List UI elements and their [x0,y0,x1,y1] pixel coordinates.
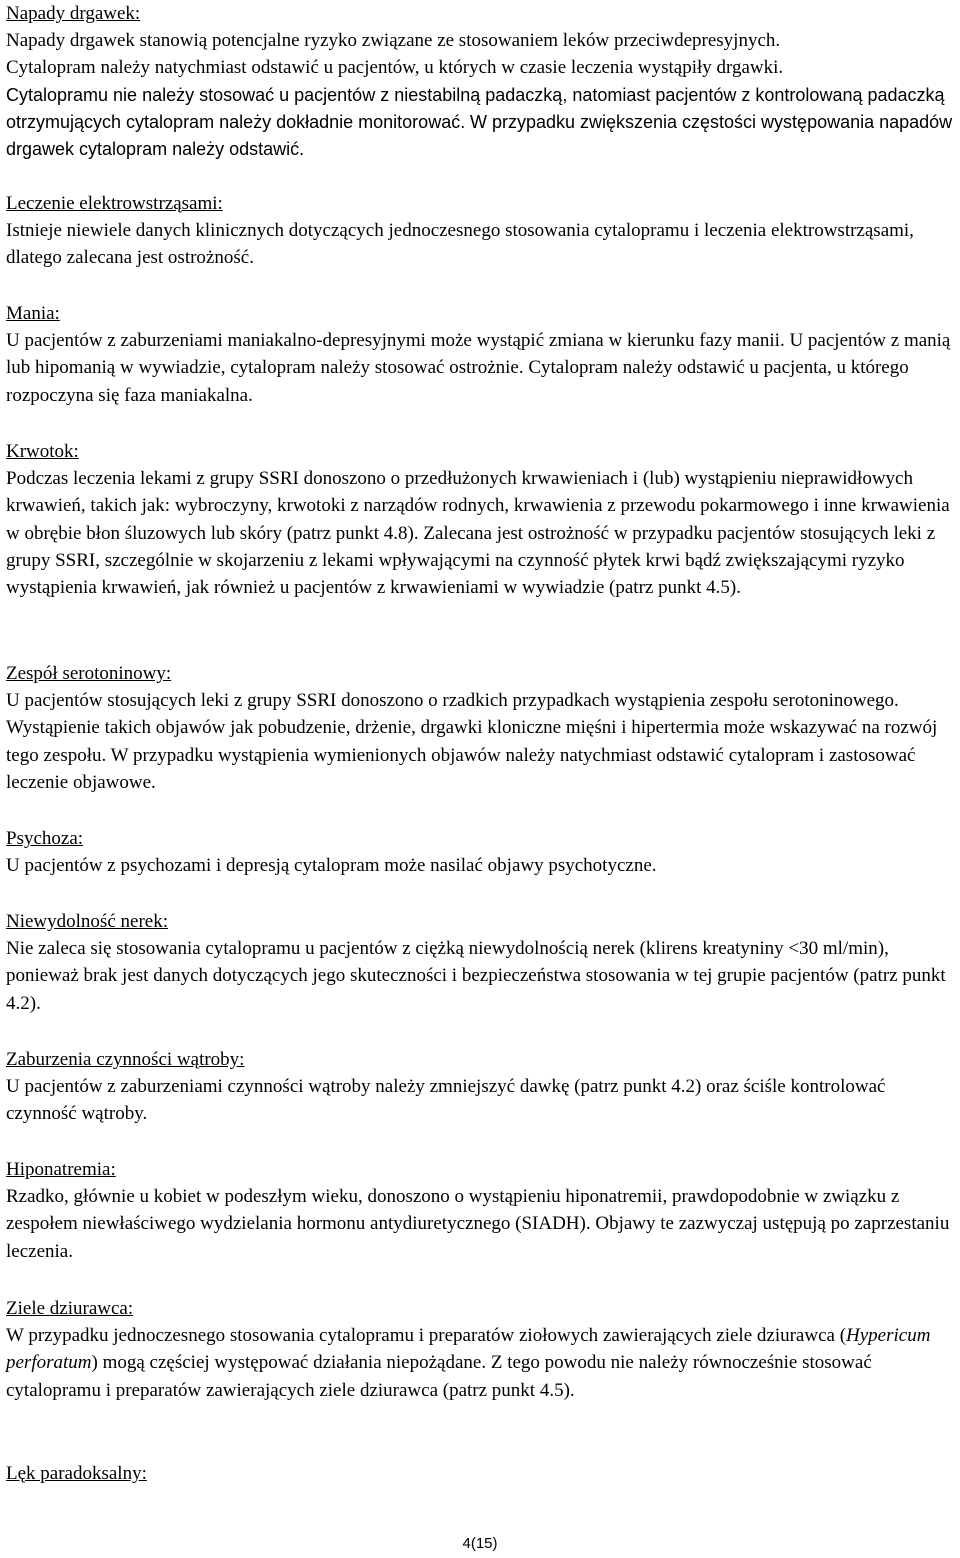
section-heading: Psychoza: [6,828,84,849]
paragraph: U pacjentów z psychozami i depresją cytalopram może nasilać objawy psychotyczne. [6,855,657,877]
paragraph: Istnieje niewiele danych klinicznych dotyczących jednoczesnego stosowania cytalopramu i leczenia elektrowstrząsami, dlatego zalecana jest ostrożność. [6,220,914,269]
paragraph: Nie zaleca się stosowania cytalopramu u pacjentów z ciężką niewydolnością nerek (klirens kreatyniny <30 ml/min), ponieważ brak jest danych dotyczących jego skuteczności i bezpieczeństwa stosowania w tej grupie pacjentów (patrz punkt 4.2). [6,938,946,1014]
section-heading: Napady drgawek: [6,3,141,24]
section-ect [6,190,956,272]
section-liver-disorders [6,1046,956,1128]
section-heading: Hiponatremia: [6,1159,116,1180]
text-sans: Cytalopramu nie należy stosować u pacjentów z niestabilną padaczką, natomiast pacjentów z kontrolowaną padaczką otrzymujących cytalopram należy dokładnie monitorować. [6,84,945,132]
paragraph: Podczas leczenia lekami z grupy SSRI donoszono o przedłużonych krwawieniach i (lub) wystąpieniu nieprawidłowych krwawień, takich jak: wybroczyny, krwotoki z narządów rodnych, krwawienia z przewodu pokarmowego i inne krwawienia w obrębie błon śluzowych lub skóry (patrz punkt 4.8). Zalecana jest ostrożność w przypadku pacjentów stosujących leki z grupy SSRI, szczególnie w skojarzeniu z lekami wpływającymi na czynność płytek krwi bądź zwiększającymi ryzyko wystąpienia krwawień, jak również u pacjentów z krwawieniami w wywiadzie (patrz punkt 4.5). [6,468,950,599]
text-sans: W przypadku zwiększenia częstości występowania napadów drgawek cytalopram należy odstawić. [6,111,953,160]
text-run: W przypadku jednoczesnego stosowania cytalopramu i preparatów ziołowych zawierających ziele dziurawca ( [6,1325,847,1347]
section-seizures [6,0,956,163]
section-heading: Lęk paradoksalny: [6,1463,147,1484]
section-heading: Niewydolność nerek: [6,911,168,932]
section-heading: Ziele dziurawca: [6,1298,134,1319]
text-line: Cytalopram należy natychmiast odstawić u pacjentów, u których w czasie leczenia wystąpiły drgawki. [6,57,784,79]
section-paradoxical-anxiety [6,1460,147,1487]
text-run: ) mogą częściej występować działania niepożądane. Z tego powodu nie należy równocześnie stosować cytalopramu i preparatów zawierających ziele dziurawca (patrz punkt 4.5). [6,1352,872,1401]
section-hyponatremia [6,1156,956,1265]
section-bleeding [6,438,956,601]
latin-name: Hypericum perforatum [6,1325,931,1374]
section-st-johns-wort [6,1295,956,1404]
section-psychosis [6,825,657,879]
section-heading: Zespół serotoninowy: [6,663,172,684]
paragraph: U pacjentów z zaburzeniami czynności wątroby należy zmniejszyć dawkę (patrz punkt 4.2) oraz ściśle kontrolować czynność wątroby. [6,1076,886,1125]
text-line: Napady drgawek stanowią potencjalne ryzyko związane ze stosowaniem leków przeciwdepresyjnych. [6,30,781,52]
paragraph: U pacjentów z zaburzeniami maniakalno-depresyjnymi może wystąpić zmiana w kierunku fazy manii. U pacjentów z manią lub hipomanią w wywiadzie, cytalopram należy stosować ostrożnie. Cytalopram należy odstawić u pacjenta, u którego rozpoczyna się faza maniakalna. [6,330,951,406]
section-heading: Krwotok: [6,441,79,462]
paragraph [6,27,956,163]
section-heading: Leczenie elektrowstrząsami: [6,193,223,214]
paragraph [6,1322,956,1404]
paragraph: U pacjentów stosujących leki z grupy SSRI donoszono o rzadkich przypadkach wystąpienia zespołu serotoninowego. Wystąpienie takich objawów jak pobudzenie, drżenie, drgawki kloniczne mięśni i hipertermia może wskazywać na rozwój tego zespołu. W przypadku wystąpienia wymienionych objawów należy natychmiast odstawić cytalopram i zastosować leczenie objawowe. [6,690,938,793]
paragraph: Rzadko, głównie u kobiet w podeszłym wieku, donoszono o wystąpieniu hiponatremii, prawdopodobnie w związku z zespołem niewłaściwego wydzielania hormonu antydiuretycznego (SIADH). Objawy te zazwyczaj ustępują po zaprzestaniu leczenia. [6,1186,950,1262]
section-mania [6,300,956,409]
section-serotonin-syndrome [6,660,956,796]
section-heading: Mania: [6,303,60,324]
section-heading: Zaburzenia czynności wątroby: [6,1049,245,1070]
page-number: 4(15) [462,1535,498,1552]
section-renal-failure [6,908,956,1017]
